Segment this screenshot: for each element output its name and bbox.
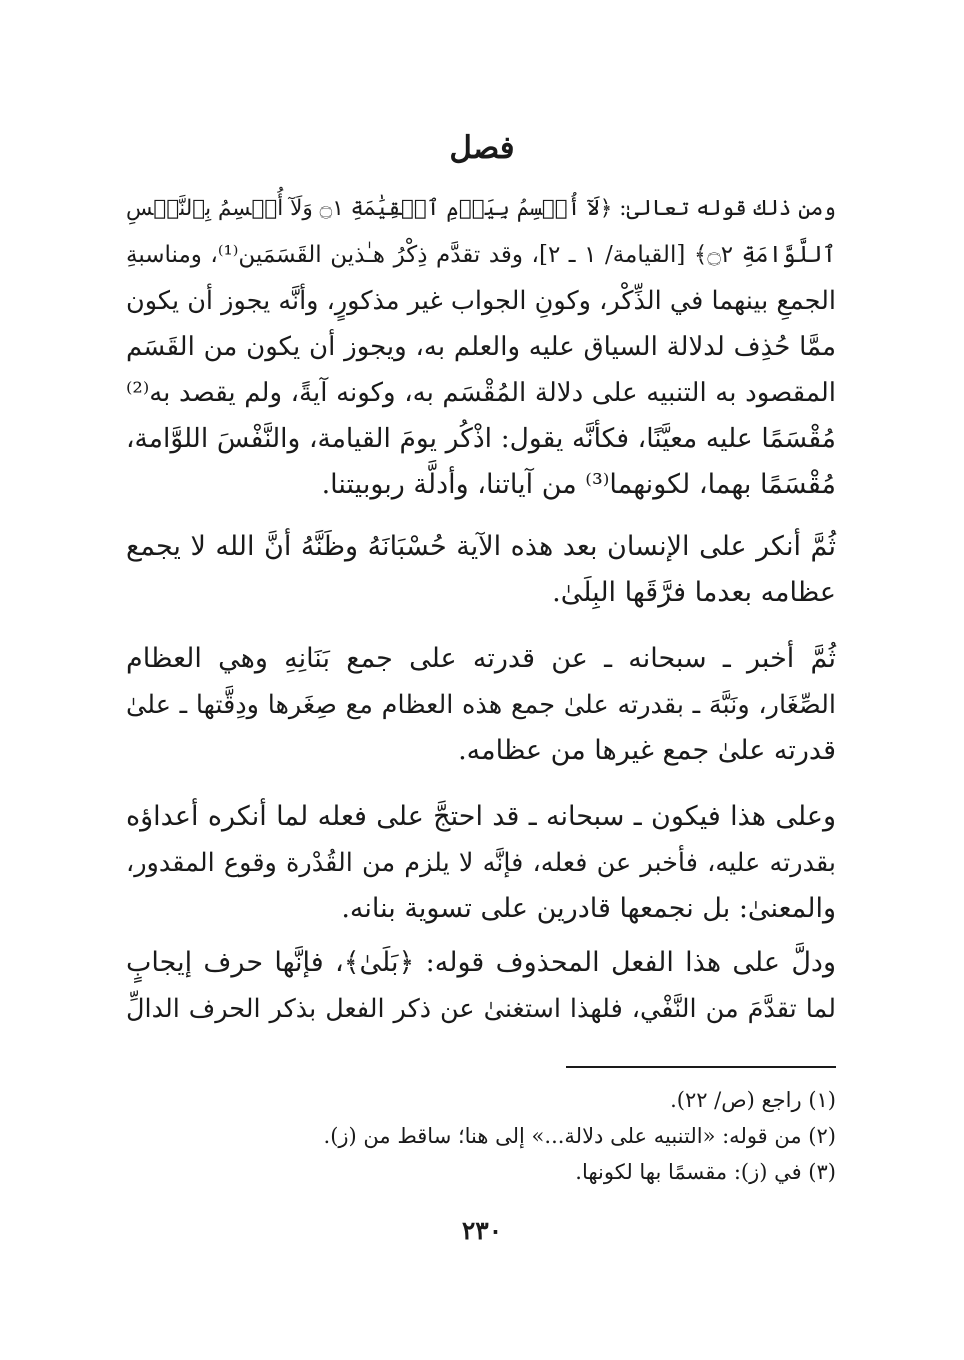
text-line: المقصود به التنبيه على دلالة المُقْسَم به، وكونه آيةً، ولم يقصد به⁽²⁾	[126, 378, 836, 408]
footnote-divider	[566, 1066, 836, 1068]
text-line: مُقْسَمًا بهما، لكونهما⁽³⁾ من آياتنا، وأدلَّة ربوبيتنا.	[321, 469, 836, 500]
text-line: مُقْسَمًا عليه معيَّنًا، فكأنَّه يقول: اذْكُر يومَ القيامة، والنَّفْسَ اللوَّامة،	[126, 423, 836, 454]
text-line: لما تقدَّمَ من النَّفْي، فلهذا استغنىٰ عن ذكر الفعل بذكر الحرف الدالِّ	[126, 994, 836, 1024]
text-line: ثُمَّ أخبر ـ سبحانه ـ عن قدرته على جمع بَنَانِهِ وهي العظام	[126, 643, 836, 674]
footnotes	[126, 1082, 836, 1190]
footnote-2: (٢) من قوله: «التنبيه على دلالة...» إلى هنا؛ ساقط من (ز).	[323, 1124, 836, 1148]
text-line: بقدرته عليه، فأخبر عن فعله، فإنَّه لا يلزم من القُدْرة وقوع المقدور،	[126, 848, 836, 878]
paragraph-5	[126, 940, 836, 1032]
text-line: وعلى هذا فيكون ـ سبحانه ـ قد احتجَّ على فعله لما أنكره أعداؤه	[126, 801, 836, 832]
text-line: ممَّا حُذِف لدلالة السياق عليه والعلم به، ويجوز أن يكون من القَسَم	[126, 332, 836, 362]
text-line: ثُمَّ أنكر على الإنسان بعد هذه الآية حُسْبَانَهُ وظَنَّهُ أنَّ الله لا يجمع	[126, 531, 836, 562]
text-line: قدرته علىٰ جمع غيرها من عظامه.	[458, 735, 836, 766]
text-line: ودلَّ على هذا الفعل المحذوف قوله: ﴿بَلَىٰ﴾، فإنَّها حرف إيجابٍ	[126, 947, 836, 978]
paragraph-2	[126, 524, 836, 616]
footnote-1: (١) راجع (ص/ ٢٢).	[670, 1088, 836, 1112]
text-line: عظامه بعدما فرَّقَها البِلَىٰ.	[552, 577, 836, 608]
paragraph-3	[126, 636, 836, 774]
text-line: ٱللَّوَّامَةِ ۝٢﴾ [القيامة/ ١ ـ ٢]، وقد تقدَّم ذِكْرُ هـٰذين القَسَمَين⁽¹⁾، ومناسبةِ	[126, 242, 837, 268]
text-line: الجمعِ بينهما في الذِّكْر، وكونِ الجواب غير مذكورٍ، وأنَّه يجوز أن يكون	[126, 286, 836, 316]
paragraph-1	[126, 186, 836, 508]
footnote-3: (٣) في (ز): مقسمًا بها لكونها.	[575, 1160, 836, 1184]
text-line: والمعنىٰ: بل نجمعها قادرين على تسوية بنانه.	[341, 893, 836, 924]
page-number: ٢٣٠	[461, 1216, 503, 1245]
text-line: ومن ذلك قوله تعالىٰ: ﴿لَآ أُقۡسِمُ بِيَوۡمِ ٱلۡقِيَٰمَةِ ۝١ وَلَآ أُقۡسِمُ بِٱلنَّفۡسِ	[126, 196, 836, 221]
paragraph-4	[126, 794, 836, 932]
text-line: الصِّغَار، ونَبَّهَ ـ بقدرته علىٰ جمع هذه العظام مع صِغَرها ودِقَّتها ـ علىٰ	[126, 690, 836, 720]
section-title: فصل	[449, 130, 515, 166]
